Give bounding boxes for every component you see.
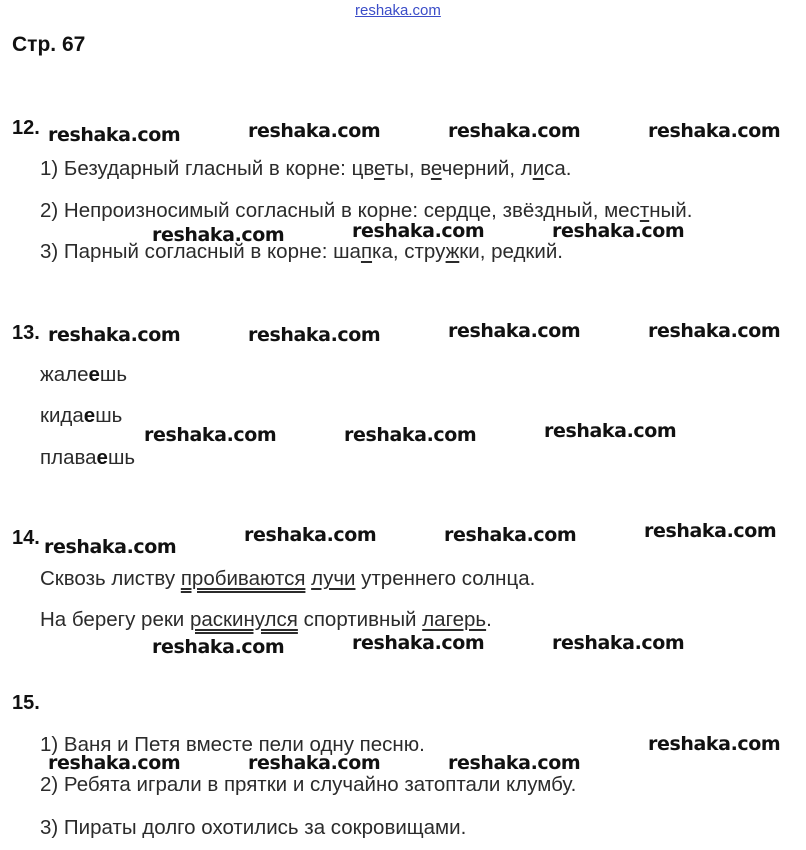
exercise-15-line-1: 1) Ваня и Петя вместе пели одну песню. [40, 733, 425, 756]
watermark: reshaka.com [248, 324, 381, 346]
exercise-13-word-3: плаваешь [40, 446, 136, 469]
exercise-14-number: 14. [12, 527, 40, 549]
watermark: reshaka.com [552, 220, 685, 242]
subject: лучи [311, 567, 356, 590]
watermark: reshaka.com [48, 124, 181, 146]
watermark: reshaka.com [152, 224, 285, 246]
watermark: reshaka.com [248, 752, 381, 774]
exercise-12-line-2: 2) Непроизносимый согласный в корне: сердце, звёздный, местный. [40, 199, 693, 222]
watermark: reshaka.com [152, 636, 285, 658]
watermark: reshaka.com [648, 320, 781, 342]
watermark: reshaka.com [644, 520, 777, 542]
watermark: reshaka.com [448, 320, 581, 342]
predicate: раскинулся [189, 608, 298, 631]
watermark: reshaka.com [552, 632, 685, 654]
watermark: reshaka.com [144, 424, 277, 446]
predicate: пробиваются [180, 567, 306, 590]
exercise-15-line-2: 2) Ребята играли в прятки и случайно затоптали клумбу. [40, 773, 577, 796]
exercise-12-number: 12. [12, 117, 40, 139]
watermark: reshaka.com [544, 420, 677, 442]
watermark: reshaka.com [448, 120, 581, 142]
exercise-14-sentence-2: На берегу реки раскинулся спортивный лагерь. [40, 608, 492, 631]
exercise-14-sentence-1: Сквозь листву пробиваются лучи утреннего солнца. [40, 567, 536, 590]
exercise-15-line-3: 3) Пираты долго охотились за сокровищами. [40, 816, 467, 839]
watermark: reshaka.com [648, 120, 781, 142]
exercise-13-word-2: кидаешь [40, 404, 123, 427]
watermark: reshaka.com [352, 632, 485, 654]
page-title: Стр. 67 [12, 33, 86, 56]
watermark: reshaka.com [648, 733, 781, 755]
exercise-12-line-3: 3) Парный согласный в корне: шапка, стружки, редкий. [40, 240, 563, 263]
watermark: reshaka.com [444, 524, 577, 546]
watermark: reshaka.com [352, 220, 485, 242]
watermark: reshaka.com [448, 752, 581, 774]
exercise-15-number: 15. [12, 692, 40, 714]
watermark: reshaka.com [244, 524, 377, 546]
subject: лагерь [422, 608, 487, 631]
exercise-13-word-1: жалеешь [40, 363, 128, 386]
exercise-13-number: 13. [12, 322, 40, 344]
exercise-12-line-1: 1) Безударный гласный в корне: цветы, вечерний, лиса. [40, 157, 572, 180]
watermark: reshaka.com [44, 536, 177, 558]
watermark: reshaka.com [344, 424, 477, 446]
site-link[interactable]: reshaka.com [355, 2, 441, 19]
watermark: reshaka.com [248, 120, 381, 142]
watermark: reshaka.com [48, 752, 181, 774]
watermark: reshaka.com [48, 324, 181, 346]
